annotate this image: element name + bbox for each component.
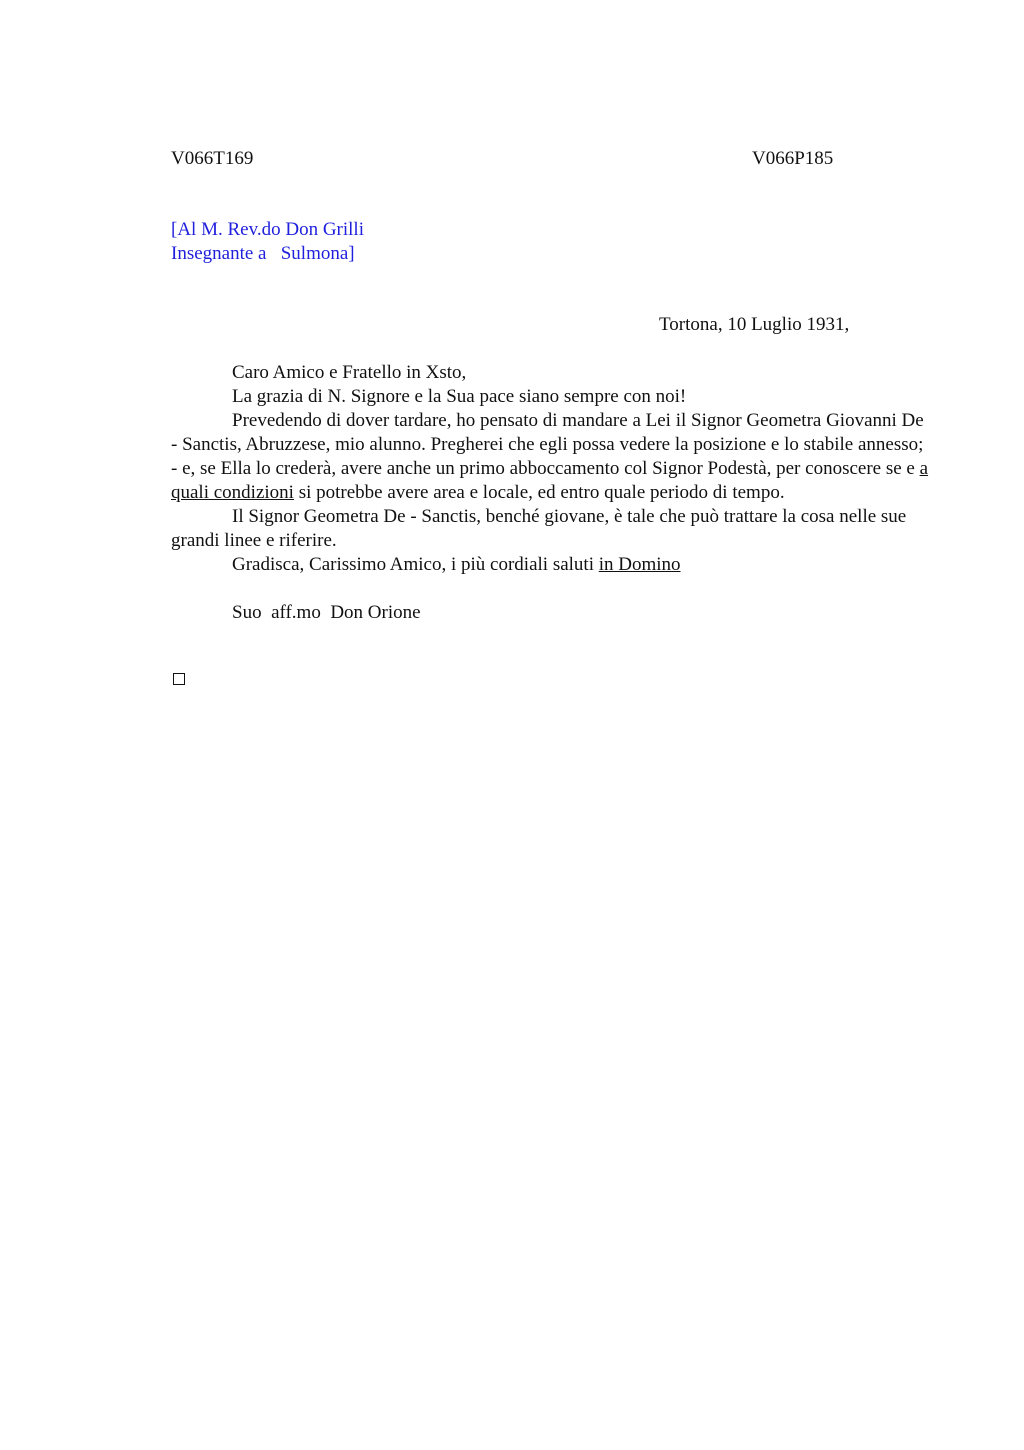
document-code-right: V066P185 (752, 148, 834, 169)
closing (171, 553, 931, 577)
date-line: Tortona, 10 Luglio 1931, (659, 314, 850, 335)
paragraph-1-underlined: a quali condizioni (171, 458, 929, 503)
addressee-line-1: [Al M. Rev.do Don Grilli (171, 219, 364, 240)
square-glyph-icon (173, 673, 185, 685)
closing-underlined: in Domino (598, 554, 681, 575)
addressee-block (171, 218, 364, 266)
letter-body (171, 361, 931, 625)
paragraph-2: Il Signor Geometra De - Sanctis, benché giovane, è tale che può trattare la cosa nelle sue grandi linee e riferire. (171, 506, 907, 551)
paragraph-1 (171, 409, 931, 505)
salutation: Caro Amico e Fratello in Xsto, (232, 362, 467, 383)
document-code-left: V066T169 (171, 148, 254, 169)
signature: Suo aff.mo Don Orione (232, 602, 421, 623)
greeting: La grazia di N. Signore e la Sua pace siano sempre con noi! (232, 386, 687, 407)
addressee-line-2: Insegnante a Sulmona] (171, 243, 355, 264)
paragraph-1-text-b: si potrebbe avere area e locale, ed entro quale periodo di tempo. (293, 482, 785, 503)
closing-text: Gradisca, Carissimo Amico, i più cordiali saluti (232, 554, 599, 575)
paragraph-1-text-a: Prevedendo di dover tardare, ho pensato di mandare a Lei il Signor Geometra Giovanni De - Sanctis, Abruzzese, mio alunno. Pregherei che egli possa vedere la posizione e lo stabile annesso; - e, se Ella lo crederà, avere anche un primo abboccamento col Signor Podestà, per conoscere se e (171, 410, 924, 479)
